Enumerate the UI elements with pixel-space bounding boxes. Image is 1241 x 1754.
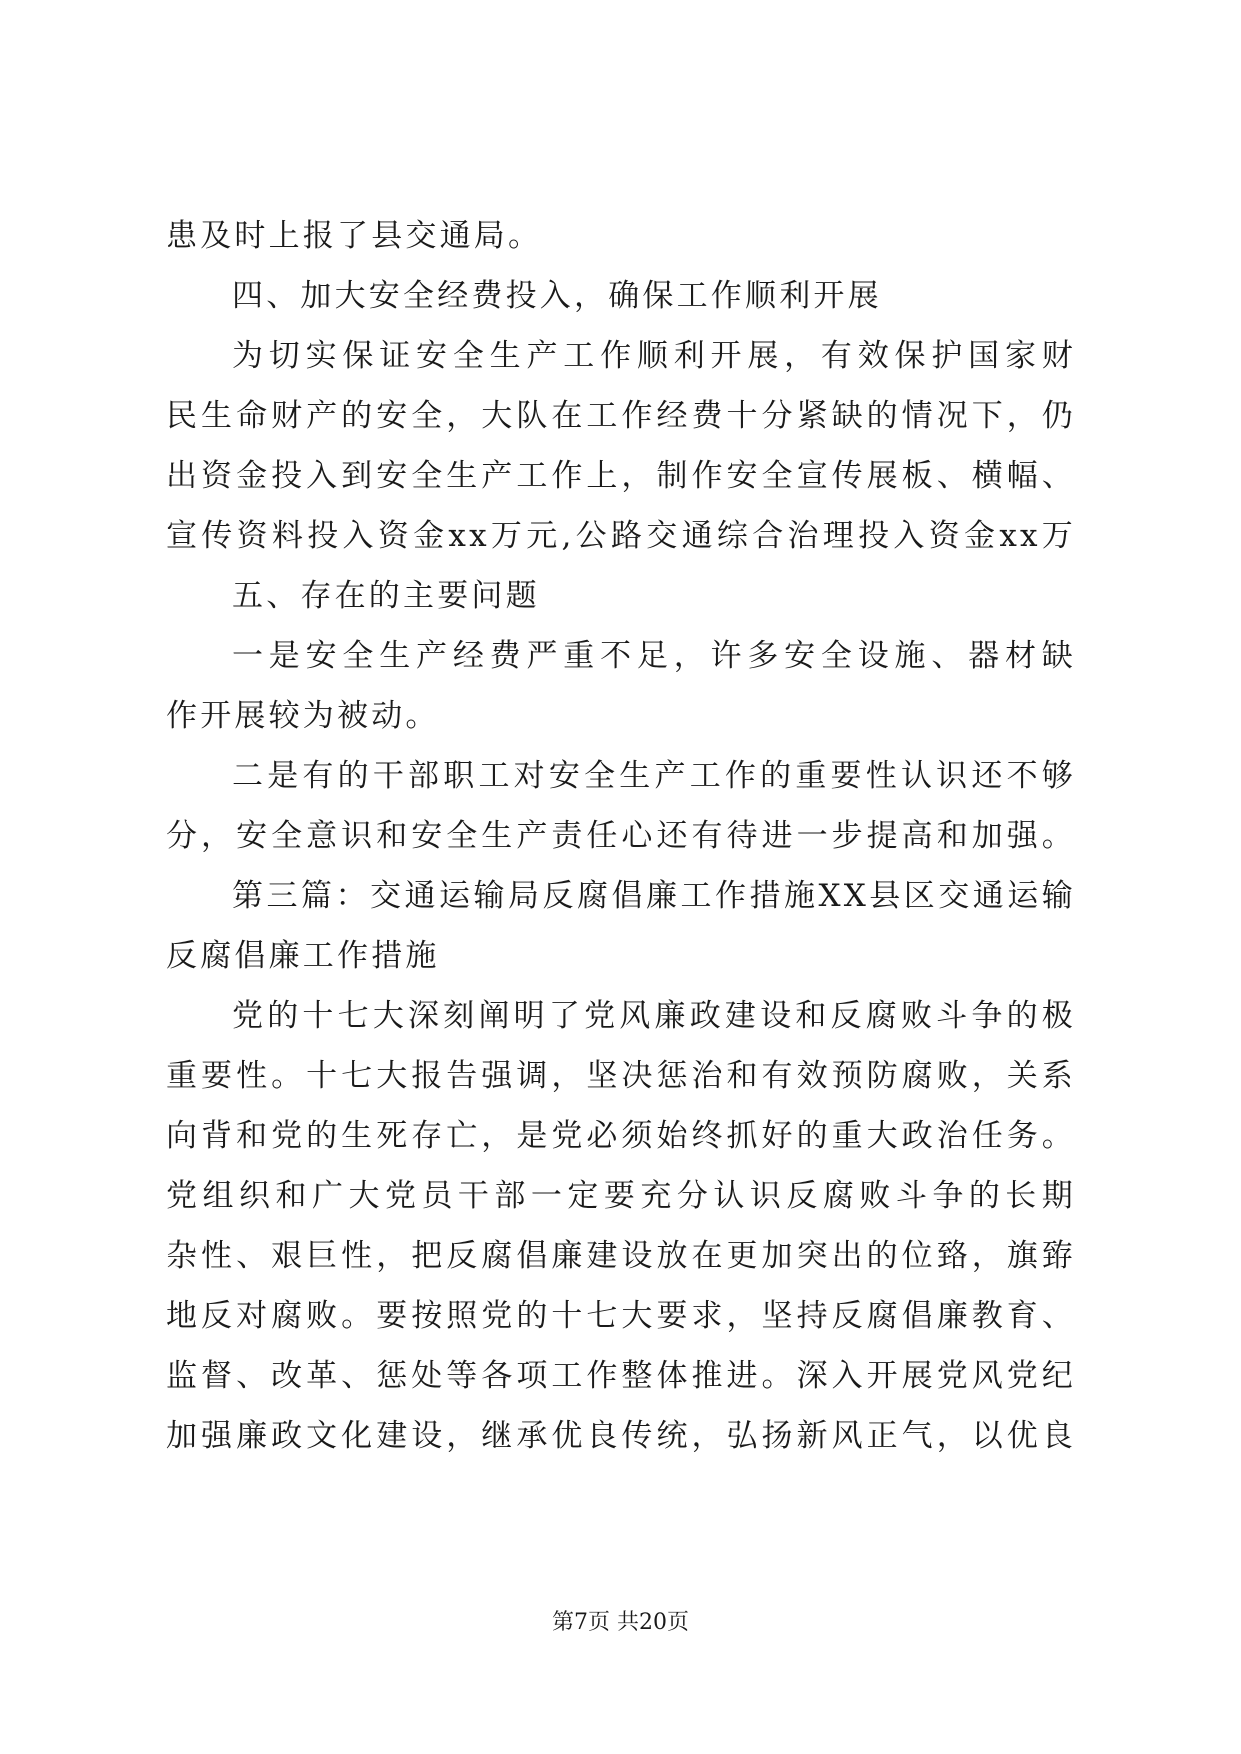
text-line-19: 地反对腐败。要按照党的十七大要求，坚持反腐倡廉教育、 <box>166 1298 1076 1334</box>
text-line-5: 出资金投入到安全生产工作上，制作安全宣传展板、横幅、 <box>166 458 1076 494</box>
section-heading-4: 四、加大安全经费投入，确保工作顺利开展 <box>232 278 882 314</box>
text-line-20: 监督、改革、惩处等各项工作整体推进。深入开展党风党纪 <box>166 1358 1076 1394</box>
document-body <box>166 206 1076 1466</box>
section-heading-5: 五、存在的主要问题 <box>232 578 540 614</box>
text-line-3: 为切实保证安全生产工作顺利开展，有效保护国家财 <box>232 338 1076 374</box>
text-line-8: 一是安全生产经费严重不足，许多安全设施、器材缺 <box>232 638 1076 674</box>
page-number: 第7页 共20页 <box>552 1610 689 1635</box>
text-line-1: 患及时上报了县交通局。 <box>166 218 543 254</box>
text-line-10: 二是有的干部职工对安全生产工作的重要性认识还不够 <box>232 758 1076 794</box>
text-line-15: 重要性。十七大报告强调，坚决惩治和有效预防腐败，关系 <box>166 1058 1076 1094</box>
text-line-18: 杂性、艰巨性，把反腐倡廉建设放在更加突出的位臵，旗臶 <box>166 1238 1076 1274</box>
text-line-4: 民生命财产的安全，大队在工作经费十分紧缺的情况下，仍 <box>166 398 1076 434</box>
text-line-14: 党的十七大深刻阐明了党风廉政建设和反腐败斗争的极 <box>232 998 1076 1034</box>
page-footer <box>0 1608 1241 1638</box>
text-line-11: 分，安全意识和安全生产责任心还有待进一步提高和加强。 <box>166 818 1076 854</box>
text-line-17: 党组织和广大党员干部一定要充分认识反腐败斗争的长期 <box>166 1178 1076 1214</box>
chapter-title-line-2: 反腐倡廉工作措施 <box>166 938 440 974</box>
text-line-6: 宣传资料投入资金xx万元,公路交通综合治理投入资金xx万 <box>166 518 1076 554</box>
chapter-title-line-1: 第三篇：交通运输局反腐倡廉工作措施XX县区交通运输 <box>232 878 1076 914</box>
text-line-9: 作开展较为被动。 <box>166 698 440 734</box>
text-line-16: 向背和党的生死存亡，是党必须始终抓好的重大政治任务。 <box>166 1118 1076 1154</box>
text-line-21: 加强廉政文化建设，继承优良传统，弘扬新风正气，以优良 <box>166 1418 1076 1454</box>
